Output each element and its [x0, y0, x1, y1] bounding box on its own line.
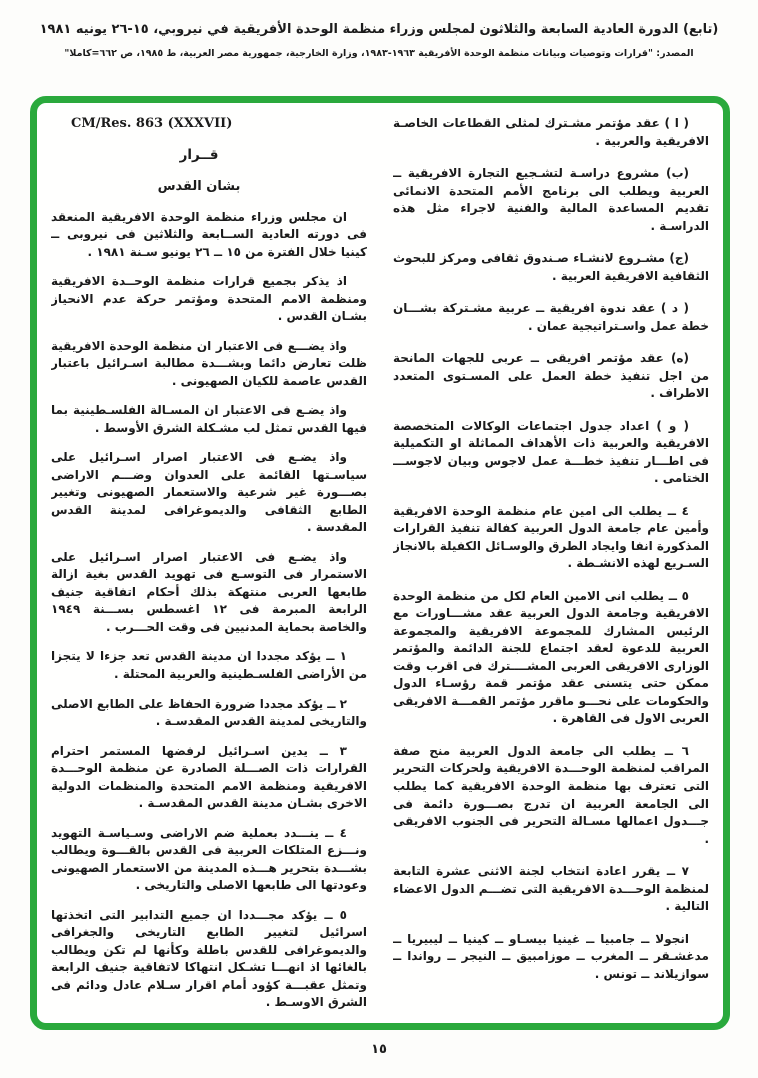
- agenda-item: ( ا ) عقد مؤتمر مشـترك لمثلى القطاعات الخاصـة الافريقية والعربية .: [393, 116, 709, 148]
- paragraph: واذ يضـع فى الاعتبار اصرار اسـرائيل على الاستمرار فى التوسـع فى تهويد القدس بغية ازالة طابعها العربى منتهكة بذلك أحكام اتفاقية جنيف الرابعة المبرمة فى ١٢ اغسطس بســـنة ١٩٤٩ والخاصة بحماية المدنيين فى وقت الحـــرب .: [51, 549, 367, 634]
- paragraph: واذ يضـــع فى الاعتبار ان منظمة الوحدة الافريقية ظلت تعارض دائما وبشـــدة مطالبة اسـرائيل باعتبار القدس عاصمة للكيان الصهيونى .: [51, 338, 367, 388]
- member-states-list: انجولا ــ جامبيا ــ غينيا بيسـاو ــ كينيا ــ ليبيريا ــ مدغشـقر ــ المغرب ــ موزامبيق ــ النيجر ــ رواندا ــ سوازيلاند ــ تونس .: [393, 931, 709, 981]
- agenda-item: ٦ ــ يطلب الى جامعة الدول العربية منح صفة المراقب لمنظمة الوحـــدة الافريقية ولحركات التحرير التى تعترف بها منظمة الوحدة الافريقية كما يطلب الى الجامعة العربية ان تدرج بصـــورة دائمة فى جـــدول اعمالها مسـالة التحرير فى الجنوب الافريقى .: [393, 743, 709, 846]
- header-source-line: المصدر: "قرارات وتوصيات وبيانات منظمة الوحدة الأفريقية ١٩٦٣-١٩٨٣، وزارة الخارجية، جمهورية مصر العربية، ط ١٩٨٥، ص ٦٦٢=كاملا": [64, 48, 694, 59]
- paragraph: ٣ ــ يدين اسـرائيل لرفضها المستمر احترام القرارات ذات الصـــلة الصادرة عن منظمة الوحـــدة الافريقية ومنظمة الامم المتحدة والمنظمات الدولية الاخرى بشـان مدينة القدس المقدسـة .: [51, 743, 367, 811]
- agenda-item: (ه) عقد مؤتمر افريقى ــ عربى للجهات المانحة من اجل تنفيذ خطة العمل على المسـتوى المتعدد الاطراف .: [393, 351, 709, 401]
- header-session-line: (تابع) الدورة العادية السابعة والثلاثون لمجلس وزراء منظمة الوحدة الأفريقية في نيروبي، ١٥-٢٦ يونيه ١٩٨١: [39, 22, 719, 37]
- page-header: [20, 22, 738, 59]
- agenda-item: ( و ) اعداد جدول اجتماعات الوكالات المتخصصة الافريقية والعربية ذات الأهداف المماثلة او التكميلية فى اطـــار تنفيذ خطـــة عمل لاجوس وبيان لاجوســـ الختامى .: [393, 418, 709, 486]
- paragraph: واذ يضـع فى الاعتبار اصرار اسـرائيل على سياسـتها القائمة على العدوان وضـــم الاراضى بصـــورة غير شرعية والاستعمار الصهيونى وتغيير الطابع الثقافى والديموغرافى لمدينة القدس المقدسة .: [51, 450, 367, 535]
- paragraph: ان مجلس وزراء منظمة الوحدة الافريقية المنعقد فى دورته العادية الســابعة والثلاثين فى نيروبى ــ كينيا خلال الفترة من ١٥ ــ ٢٦ يونيو سـنة ١٩٨١ .: [51, 209, 367, 259]
- page-number: ١٥: [371, 1042, 387, 1057]
- paragraph: واذ يضـع فى الاعتبار ان المسـالة الفلسـطينية بما فيها القدس تمثل لب مشـكلة الشرق الأوسط .: [51, 403, 367, 435]
- agenda-item: ٤ ــ يطلب الى امين عام منظمة الوحدة الافريقية وأمين عام جامعة الدول العربية كفالة تنفيذ القرارات المذكورة انفا وايجاد الطرق والوسـائل الكفيلة بالانجاز السـريع لهذه الانشـطة .: [393, 503, 709, 571]
- doc-subtitle: بشان القدس: [157, 178, 241, 194]
- paragraph: اذ يذكر بجميع قرارات منظمة الوحــدة الافريقية ومنظمة الامم المتحدة ومؤتمر حركة عدم الانحياز بشـان القدس .: [51, 274, 367, 324]
- agenda-item: ٥ ــ يطلب انى الامين العام لكل من منظمة الوحدة الافريقية وجامعة الدول العربية عقد مشـــاورات مع الرئيس المشارك للمجموعة الافريقية والمجموعة العربية للدعوة لعقد اجتماع للجنة الدائمة والمؤتمر الوزارى الافريقى العربى المشــــترك فى اقرب وقت ممكن حتى يتسنى عقد مؤتمر قمة رؤسـاء الدول والحكومات على نحـــو ماقرر مؤتمر القمـــة الافريقى العربى الاول فى القاهرة .: [393, 588, 709, 726]
- doc-title: قــرار: [179, 146, 219, 163]
- agenda-column: [393, 115, 709, 1015]
- paragraph: ٢ ــ يؤكد مجددا ضرورة الحفاظ على الطابع الاصلى والتاريخى لمدينة القدس المقدسـة .: [51, 696, 367, 729]
- agenda-item: (ب) مشروع دراسـة لتشـجيع التجارة الافريقية ــ العربية ويطلب الى برنامج الأمم المتحدة الانمائى تقديم المساعدة المالية والفنية لاجراء مثل هذه الدراسـة .: [393, 166, 709, 233]
- paragraph: ٤ ــ ينـــدد بعملية ضم الاراضى وسـياسـة التهويد ونـــزع المتلكات العربية فى القدس بالقـــوة ويطالب بشـــدة بتحرير هـــذه المدينة من الاستعمار الصهيونى وعودتها الى طابعها الاصلى والتاريخى .: [51, 825, 367, 893]
- two-column-layout: [51, 115, 709, 1015]
- agenda-item: (ج) مشـروع لانشـاء صـندوق ثقافى ومركز للبحوث الثقافية الافريقية العربية .: [393, 251, 709, 283]
- agenda-item: ٧ ــ يقرر اعادة انتخاب لجنة الاثنى عشرة التابعة لمنظمة الوحـــدة الافريقية التى تضـــم الدول الاعضاء التالية .: [393, 864, 709, 914]
- paragraph: ٥ ــ يؤكد مجـــددا ان جميع التدابير التى اتخذتها اسرائيل لتغيير الطابع التاريخى والجغرافى والديموغرافى للقدس باطلة وكأنها لم تكن ويطالب بالغائها اذ انهـــا تشـكل انتهاكا لاتفاقية جنيف الرابعة وتمثل عقبـــة كؤود أمام اقرار سـلام عادل ودائم فى الشرق الاوسـط .: [51, 907, 367, 1010]
- agenda-item: ( د ) عقد ندوة افريقية ــ عربية مشـتركة بشـــان خطة عمل واسـتراتيجية عمان .: [393, 301, 709, 333]
- resolution-column: [51, 115, 367, 1015]
- doc-ref: CM/Res. 863 (XXXVII): [71, 116, 233, 131]
- paragraph: ١ ــ يؤكد مجددا ان مدينة القدس تعد جزءا لا يتجزا من الأراضى الفلسـطينية والعربية المحتلة .: [51, 649, 367, 681]
- document-frame: [30, 96, 730, 1030]
